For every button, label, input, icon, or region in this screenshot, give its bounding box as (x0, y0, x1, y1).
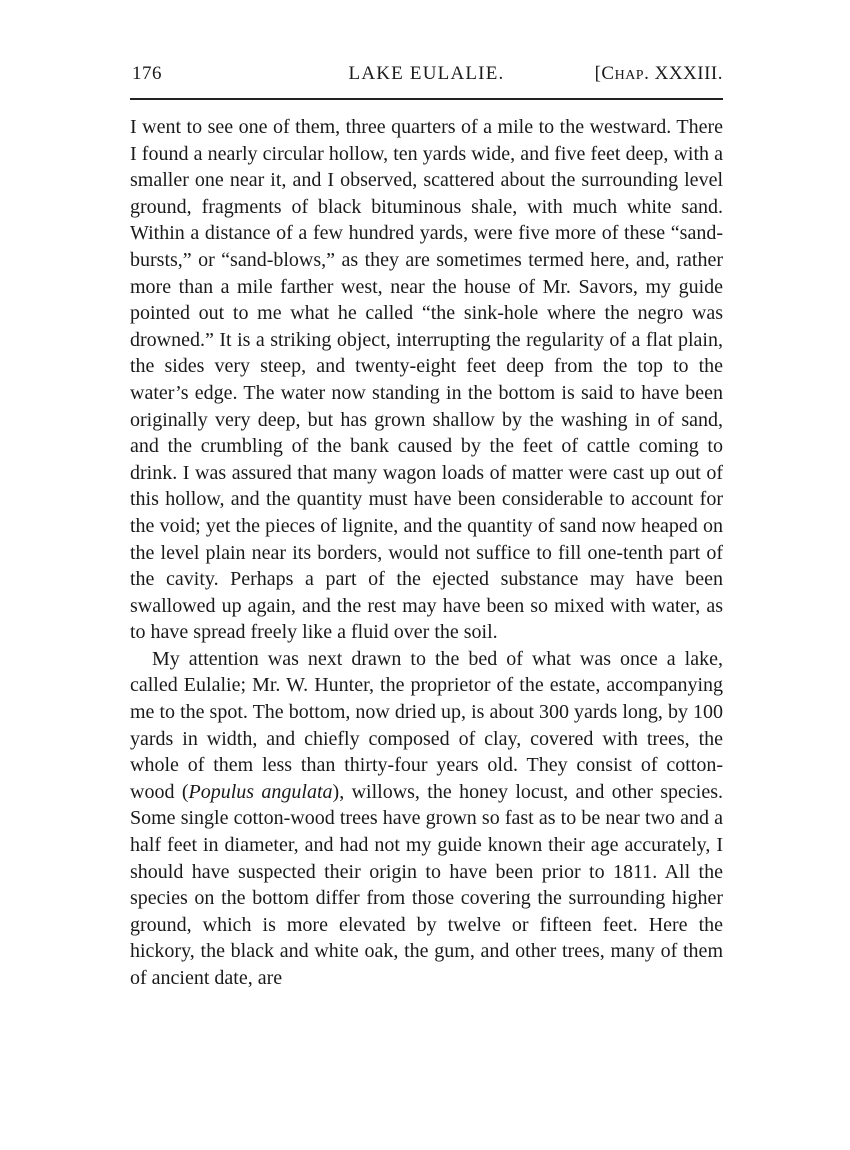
species-name: Populus angulata (188, 780, 333, 803)
chapter-suffix: . XXXIII. (644, 63, 723, 84)
chapter-prefix: [C (594, 63, 615, 84)
paragraph-2-text-b: ), willows, the honey locust, and other species. Some single cotton-wood trees have grown so fast as to be near two and a half feet in diameter, and had not my guide known their age accurately, I should have suspected their origin to have been prior to 1811. All the species on the bottom differ from those covering the surrounding higher ground, which is more elevated by twelve or fifteen feet. Here the hickory, the black and white oak, the gum, and other trees, many of them of ancient date, are (130, 780, 724, 989)
paragraph-2 (130, 646, 723, 992)
running-head (130, 60, 723, 88)
page-body (130, 114, 723, 992)
chapter-smallcaps: HAP (614, 68, 645, 83)
book-page (130, 60, 723, 992)
paragraph-1: I went to see one of them, three quarters of a mile to the westward. There I found a nearly circular hollow, ten yards wide, and five feet deep, with a smaller one near it, and I observed, scattered about the surrounding level ground, fragments of black bituminous shale, with much white sand. Within a distance of a few hundred yards, were five more of these “sand-bursts,” or “sand-blows,” as they are sometimes termed here, and, rather more than a mile farther west, near the house of Mr. Savors, my guide pointed out to me what he called “the sink-hole where the negro was drowned.” It is a striking object, interrupting the regularity of a flat plain, the sides very steep, and twenty-eight feet deep from the top to the water’s edge. The water now standing in the bottom is said to have been originally very deep, but has grown shallow by the washing in of sand, and the crumbling of the bank caused by the feet of cattle coming to drink. I was assured that many wagon loads of matter were cast up out of this hollow, and the quantity must have been considerable to account for the void; yet the pieces of lignite, and the quantity of sand now heaped on the level plain near its borders, would not suffice to fill one-tenth part of the cavity. Perhaps a part of the ejected substance may have been swallowed up again, and the rest may have been so mixed with water, as to have spread freely like a fluid over the soil. (130, 116, 723, 644)
header-rule (130, 98, 723, 100)
running-title: LAKE EULALIE. (348, 63, 505, 84)
chapter-label (595, 60, 723, 90)
page-number: 176 (132, 63, 162, 84)
paragraph-2-text-a: My attention was next drawn to the bed of what was once a lake, called Eulalie; Mr. W. Hunter, the proprietor of the estate, accompanying me to the spot. The bottom, now dried up, is about 300 yards long, by 100 yards in width, and chiefly composed of clay, covered with trees, the whole of them less than thirty-four years old. They consist of cotton-wood ( (130, 647, 723, 803)
